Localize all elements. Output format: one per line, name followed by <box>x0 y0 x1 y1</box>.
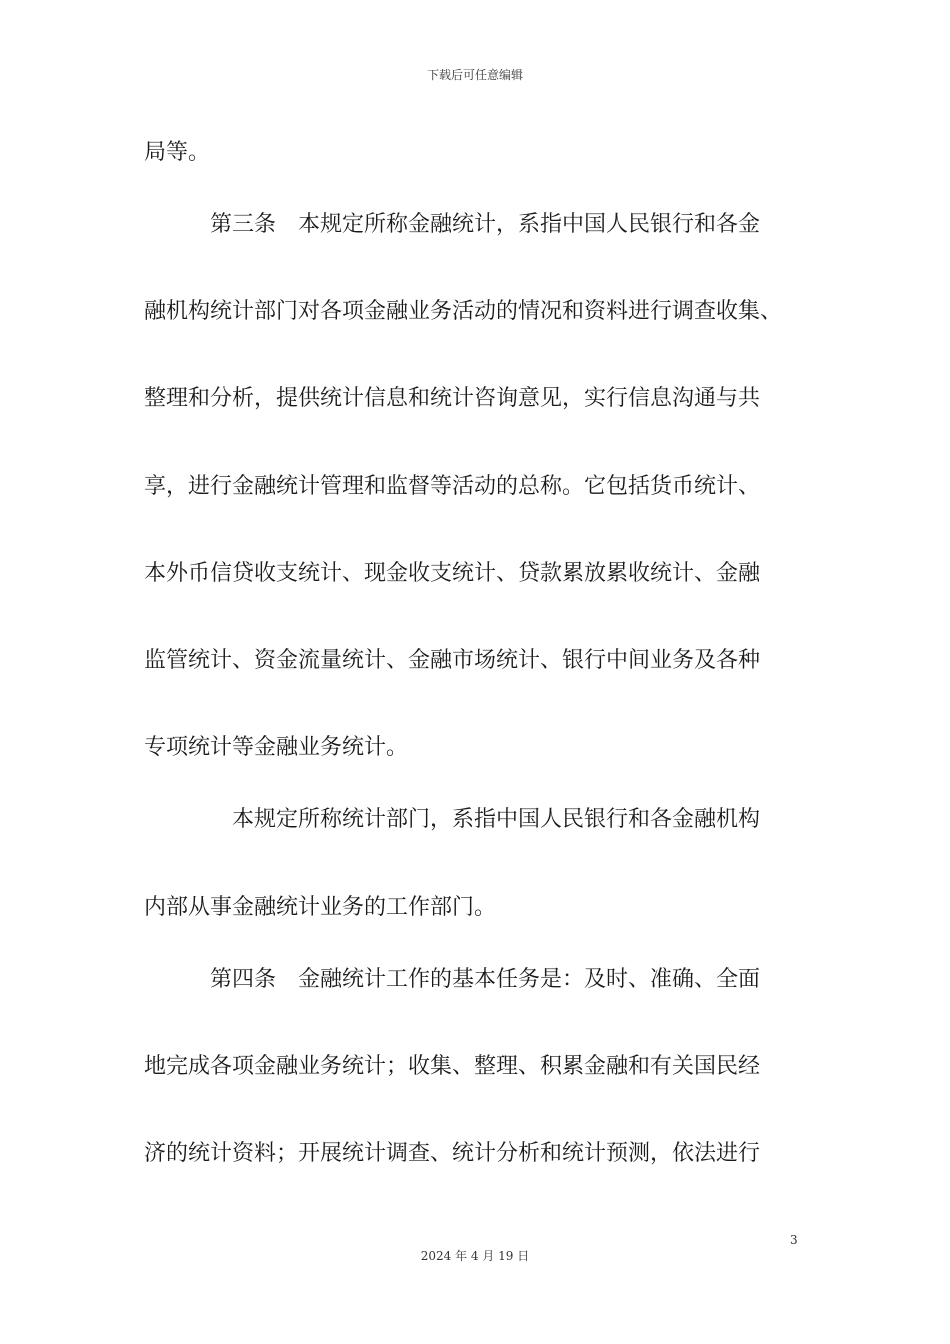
body-line-2: 第三条 本规定所称金融统计，系指中国人民银行和各金 <box>144 212 761 237</box>
body-line-13: 济的统计资料；开展统计调查、统计分析和统计预测，依法进行 <box>144 1141 761 1166</box>
body-line-9: 本规定所称统计部门，系指中国人民银行和各金融机构 <box>144 807 761 832</box>
body-line-11: 第四条 金融统计工作的基本任务是：及时、准确、全面 <box>144 967 761 992</box>
body-line-3: 融机构统计部门对各项金融业务活动的情况和资料进行调查收集、 <box>144 299 783 324</box>
body-line-6: 本外币信贷收支统计、现金收支统计、贷款累放累收统计、金融 <box>144 561 761 586</box>
body-line-12: 地完成各项金融业务统计；收集、整理、积累金融和有关国民经 <box>144 1054 761 1079</box>
body-line-7: 监管统计、资金流量统计、金融市场统计、银行中间业务及各种 <box>144 648 761 673</box>
page-footer-date: 2024 年 4 月 19 日 <box>420 1249 530 1263</box>
body-line-8: 专项统计等金融业务统计。 <box>144 735 409 760</box>
body-line-5: 享，进行金融统计管理和监督等活动的总称。它包括货币统计、 <box>144 474 761 499</box>
body-line-10: 内部从事金融统计业务的工作部门。 <box>144 895 497 920</box>
page-header: 下载后可任意编辑 <box>426 68 523 82</box>
body-line-1: 局等。 <box>144 140 211 165</box>
page-number: 3 <box>790 1233 798 1247</box>
body-line-4: 整理和分析，提供统计信息和统计咨询意见，实行信息沟通与共 <box>144 386 761 411</box>
